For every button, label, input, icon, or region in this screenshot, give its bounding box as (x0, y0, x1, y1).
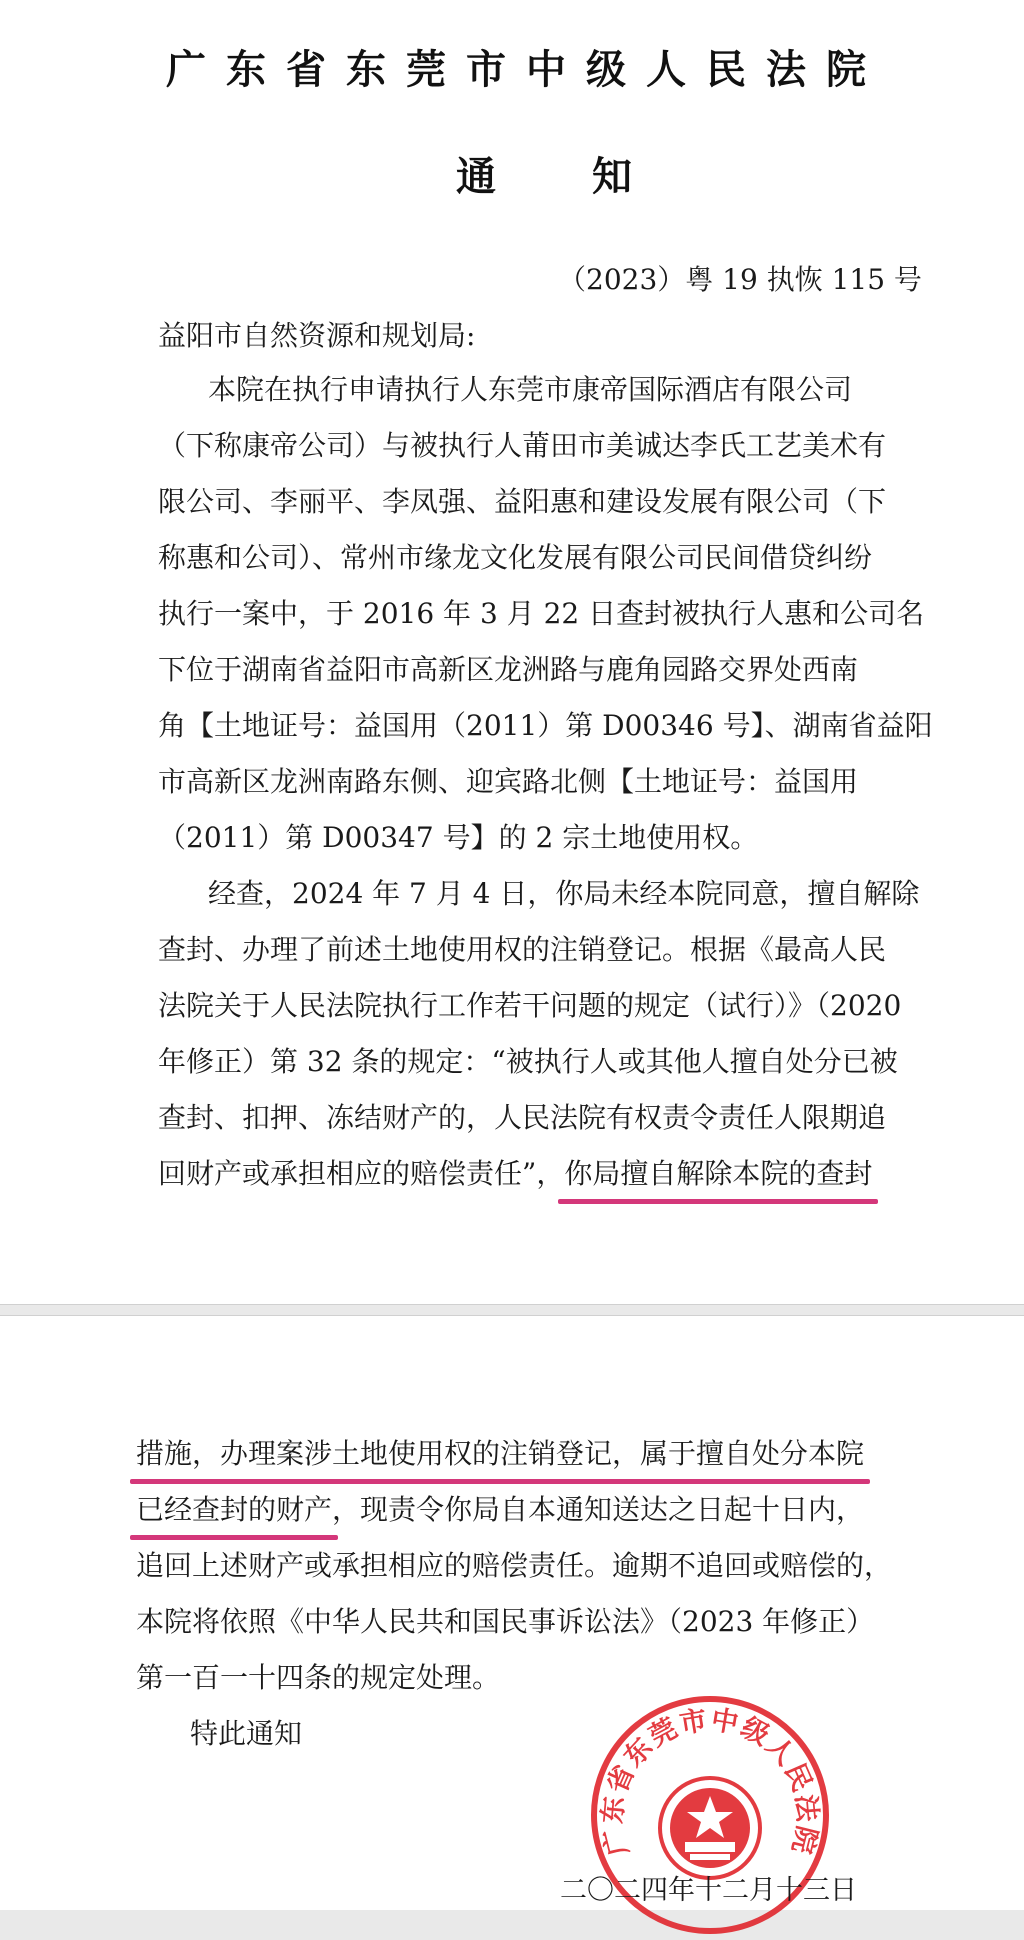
issue-date: 二〇二四年十二月十三日 (560, 1875, 857, 1906)
body-line: 查封、扣押、冻结财产的，人民法院有权责令责任人限期追 (158, 1101, 887, 1134)
body-line: 下位于湖南省益阳市高新区龙洲路与鹿角园路交界处西南 (158, 653, 859, 686)
national-emblem-icon (660, 1778, 760, 1878)
body-line (158, 1156, 872, 1192)
highlighted-text: 你局擅自解除本院的查封 (564, 1157, 873, 1190)
highlighted-text: 已经查封的财产 (136, 1493, 333, 1526)
body-line: 经查，2024 年 7 月 4 日，你局未经本院同意，擅自解除 (208, 877, 920, 910)
highlighted-text: 措施，办理案涉土地使用权的注销登记，属于擅自处分本院 (136, 1437, 865, 1470)
notice-title: 通知 (456, 153, 728, 200)
body-line: 追回上述财产或承担相应的赔偿责任。逾期不追回或赔偿的， (136, 1549, 893, 1582)
body-line: 执行一案中，于 2016 年 3 月 22 日查封被执行人惠和公司名 (158, 597, 925, 630)
body-line: 本院在执行申请执行人东莞市康帝国际酒店有限公司 (208, 373, 853, 406)
body-line: （2011）第 D00347 号】的 2 宗土地使用权。 (158, 821, 759, 854)
body-line: 查封、办理了前述土地使用权的注销登记。根据《最高人民 (158, 933, 887, 966)
addressee: 益阳市自然资源和规划局: (158, 319, 476, 352)
body-line: 法院关于人民法院执行工作若干问题的规定（试行）》（2020 (158, 989, 902, 1022)
document-page-2 (0, 1315, 1024, 1910)
court-title: 广东省东莞市中级人民法院 (166, 46, 886, 93)
body-line: 称惠和公司）、常州市缘龙文化发展有限公司民间借贷纠纷 (158, 541, 873, 574)
body-line: 年修正）第 32 条的规定：“被执行人或其他人擅自处分已被 (158, 1045, 898, 1078)
case-number: （2023）粤 19 执恢 115 号 (558, 263, 922, 296)
body-line: （下称康帝公司）与被执行人莆田市美诚达李氏工艺美术有 (158, 429, 887, 462)
closing-phrase: 特此通知 (190, 1717, 303, 1750)
body-line (136, 1492, 864, 1528)
body-line: 市高新区龙洲南路东侧、迎宾路北侧【土地证号：益国用 (158, 765, 859, 798)
body-line: 限公司、李丽平、李凤强、益阳惠和建设发展有限公司（下 (158, 485, 887, 518)
body-line: 本院将依照《中华人民共和国民事诉讼法》（2023 年修正） (136, 1605, 875, 1638)
body-text: 回财产或承担相应的赔偿责任”， (158, 1157, 565, 1190)
body-line (136, 1436, 864, 1472)
body-line: 第一百一十四条的规定处理。 (136, 1661, 501, 1694)
body-line: 角【土地证号：益国用（2011）第 D00346 号】、湖南省益阳 (158, 709, 933, 742)
body-text: ，现责令你局自本通知送达之日起十日内， (332, 1493, 865, 1526)
seal-text: 广东省东莞市中级人民法院 (597, 1704, 823, 1859)
